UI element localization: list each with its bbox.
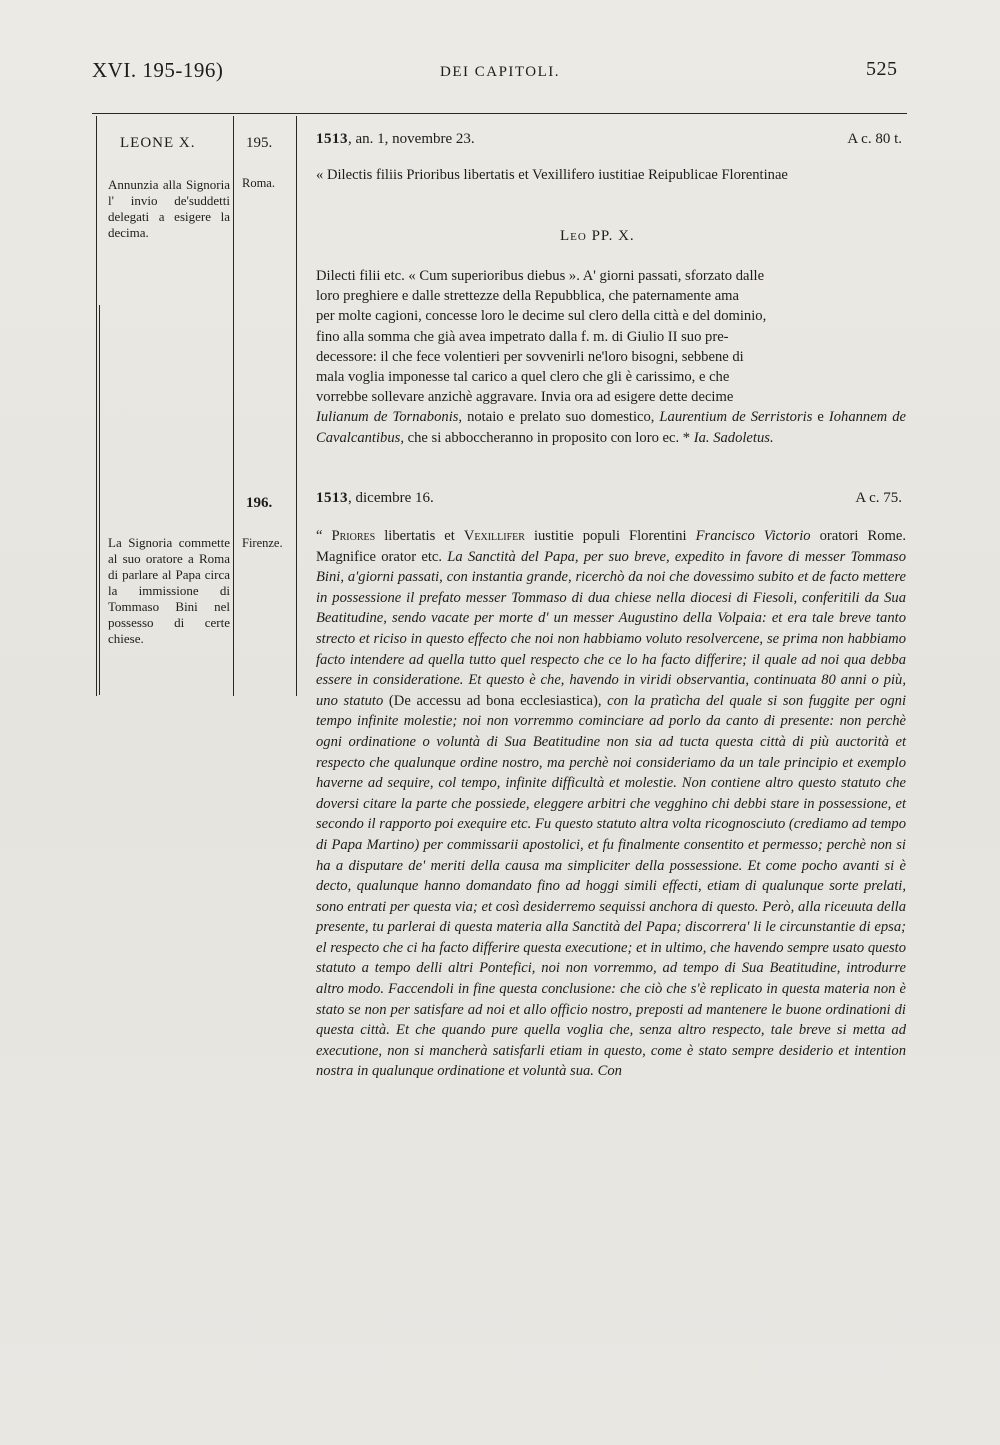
- page-number: 525: [866, 58, 898, 80]
- text-195-italic: Laurentium de Serristoris: [659, 409, 813, 426]
- text-196-span: iustitie populi Florentini: [524, 528, 696, 544]
- column-rule-left-inner: [99, 305, 100, 695]
- text-196-smallcaps: “ Priores: [316, 528, 376, 544]
- text-196-italic: La Sanctità del Papa, per suo breve, expedito in favore di messer Tommaso Bini, a'giorni passati, con instantia grande, ricerchò da noi che dovessimo subito et de facto mettere in possessione il prefato messer Tommaso di dua chiese nella diocesi di Fiesoli, conferitili da Sua Beatitudine, sendo vacate per morte d' un messer Augustino della Volpaia: et era tale breve tanto strecto et riciso in questo effecto che noi non habbiamo voluto resolvercene, se prima non habbiamo facto intendere ad quella tutto quel respecto che ce lo ha facto differire; il quale ad noi qua debba essere in consideratione. Et questo è che, havendo in viridi observantia, continuata 80 anni o più, uno statuto: [316, 548, 906, 709]
- column-rule-middle: [233, 116, 234, 696]
- summary-196: La Signoria commette al suo oratore a Roma di parlare al Papa circa la immissione di Tommaso Bini nel possesso di certe chiese.: [108, 535, 230, 646]
- column-rule-left: [96, 116, 97, 696]
- date-line-196: [316, 490, 906, 507]
- text-195-line: decessore: il che fece volentieri per sovvenirli ne'loro bisogni, sebbene di: [316, 348, 744, 365]
- running-header-left: XVI. 195-196): [92, 58, 224, 82]
- text-195-italic: Iulianum de Tornabonis,: [316, 409, 463, 426]
- entry-number-196: 196.: [246, 495, 273, 511]
- entry-number-195: 195.: [246, 135, 273, 151]
- address-195: « Dilectis filiis Prioribus libertatis et Vexillifero iustitiae Reipublicae Florentinae: [316, 167, 788, 183]
- text-195-tail: [316, 407, 906, 447]
- text-195-italic: Iohannem de Cavalcantibus,: [316, 409, 906, 446]
- text-195-line: per molte cagioni, concesse loro le decime sul clero della città e del dominio,: [316, 308, 767, 325]
- text-195-line: mala voglia imponesse tal carico a quel clero che gli è carissimo, e che: [316, 369, 730, 386]
- text-195-line: loro preghiere e dalle strettezze della Repubblica, che paternamente ama: [316, 288, 739, 305]
- header-rule: [92, 113, 907, 114]
- text-196: [316, 526, 906, 1082]
- date-195: , an. 1, novembre 23.: [348, 131, 475, 147]
- year-196: 1513: [316, 490, 348, 506]
- text-195-line: Dilecti filii etc. « Cum superioribus diebus ». A' giorni passati, sforzato dalle: [316, 268, 765, 284]
- text-195: [316, 266, 906, 448]
- text-195-italic: Ia. Sadoletus.: [693, 429, 774, 446]
- text-196-italic: Francisco Victorio: [695, 528, 811, 544]
- running-header-center: DEI CAPITOLI.: [440, 64, 561, 80]
- date-196: , dicembre 16.: [348, 490, 434, 506]
- text-195-line: fino alla somma che già avea impetrato dalla f. m. di Giulio II suo pre-: [316, 328, 729, 345]
- text-196-span: oratori Rome. Magnifice orator etc.: [316, 528, 906, 565]
- year-195: 1513: [316, 131, 348, 147]
- date-line-195: [316, 131, 906, 148]
- text-196-italic: con la pratìcha del quale si son fuggite per ogni tempo infinite molestie; noi non vorremmo cominciare ad porlo da canto di presente: non perchè ogni ordinatione o voluntà di Sua Beatitudine non sia ad tucta questa città di più auctorità et respecto che qualunque ordine nostro, ma perchè noi consideriamo da un tale principio et exemplo haverne ad sequire, col tempo, infinite difficultà et molestie. Non contiene altro questo statuto che doversi citare la parte che possiede, eleggere arbitri che vegghino chi debbi stare in possessione, et secondo il rapporto poi exequire etc. Fu questo statuto altra volta ricognosciuto (crediamo ad tempo di Papa Martino) per commissarii apostolici, et fu finalmente consentito et permesso; perchè non si ha a disputare de' meriti della causa ma simpliciter della possessione. Et come pocho avanti si è decto, qualunque hanno domandato fino ad hoggi simili effecti, etiam di qualunque sorte prelati, sono entrati per questa via; et così desiderremo sequissi anchora di questo. Però, alla riceuuta della presente, tu parlerai di questa materia alla Sanctità del Papa; discorrera' li le circunstantie di epsa; el respecto che ci ha facto differire questa executione; et in ultimo, che havendo sempre usato questo statuto a tempo delli altri Pontefici, noi non vorremmo, ad tempo di Sua Beatitudine, introdurre altro modo. Faccendoli in fine questa conclusione: che ciò che s'è replicato in questa materia non è stato se non per satisfare ad noi et allo officio nostro, preposti ad mantenere le buone ordinationi di questa città. Et che quando pure quella voglia che, senza altro respecto, tale breve si metta ad executione, non si mancherà satisfarli etiam in questo, come è stato sempre desiderio et intention nostra in qualunque ordinatione et voluntà sua. Con: [316, 692, 907, 1080]
- text-196-span: (De accessu ad bona ecclesiastica),: [383, 692, 608, 709]
- column-rule-right: [296, 116, 297, 696]
- place-196: Firenze.: [242, 536, 283, 550]
- reference-195: A c. 80 t.: [847, 131, 902, 147]
- reference-196: A c. 75.: [855, 490, 902, 506]
- text-195-span: e: [812, 409, 829, 426]
- summary-195: Annunzia alla Signoria l' invio de'suddetti delegati a esigere la decima.: [108, 177, 230, 240]
- signature-195: Leo PP. X.: [560, 228, 635, 244]
- text-195-span: notaio e prelato suo domestico,: [462, 409, 660, 426]
- text-196-smallcaps: Vexillifer: [463, 528, 525, 544]
- text-196-span: libertatis et: [375, 528, 464, 544]
- text-195-span: che si abboccheranno in proposito con loro ec. *: [403, 429, 694, 446]
- pope-name: LEONE X.: [120, 135, 196, 151]
- place-195: Roma.: [242, 176, 275, 190]
- text-195-line: vorrebbe sollevare anzichè aggravare. Invia ora ad esigere dette decime: [316, 389, 734, 406]
